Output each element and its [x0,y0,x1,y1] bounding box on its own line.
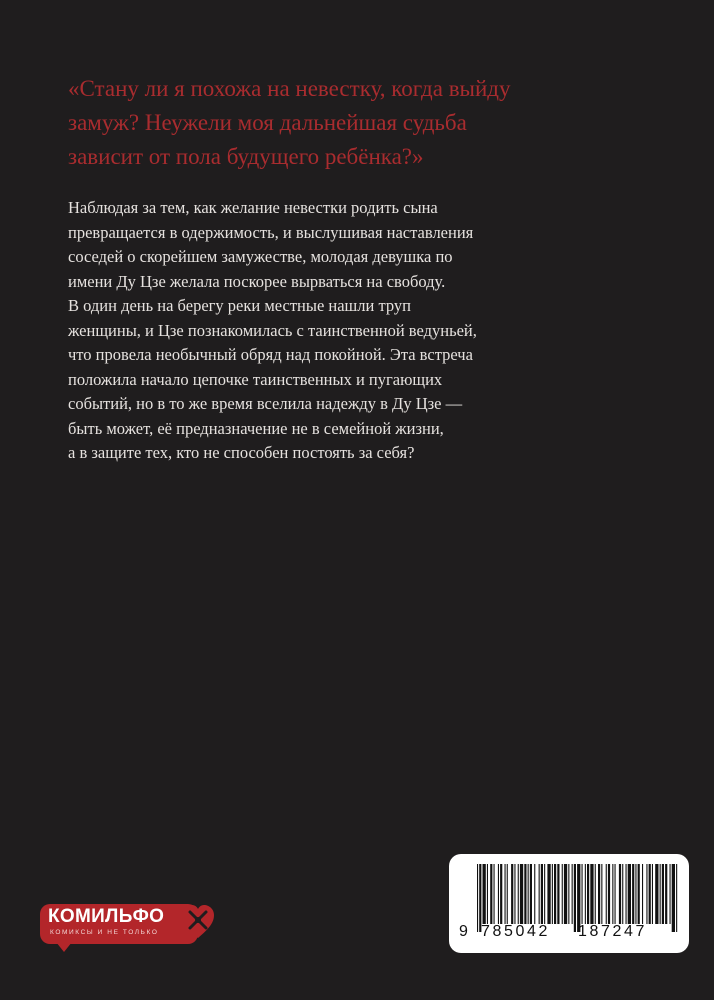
barcode-bar [534,864,535,924]
barcode-bar [554,864,556,924]
barcode-bar [598,864,600,924]
barcode-bar [577,864,580,932]
barcode-bar [642,864,643,924]
barcode-bar [646,864,647,924]
barcode-bar [490,864,492,924]
barcode-bar [652,864,653,924]
barcode-bar [582,864,583,924]
barcode-bar [557,864,559,924]
barcode-bar [507,864,508,924]
barcode-bar [590,864,593,924]
description-line: положила начало цепочке таинственных и пугающих [68,369,443,389]
publisher-tagline: КОМИКСЫ И НЕ ТОЛЬКО [50,929,159,936]
barcode-bar [628,864,631,924]
barcode-bar [574,864,576,932]
barcode-bar [632,864,634,924]
barcode-bar [568,864,569,924]
barcode-bar [655,864,658,924]
barcode-bar [587,864,589,924]
description-line: событий, но в то же время вселила надежду в Ду Цзе — [68,394,463,413]
barcode-bar [601,864,602,924]
description-line: В один день на берегу реки местные нашли труп [68,296,411,315]
isbn-right-group: 187247 [578,923,647,940]
barcode-bar [626,864,627,924]
description-line: что провела необычный обряд над покойной. Эта встреча [68,345,473,364]
barcode-bar [670,864,671,924]
barcode-bar [676,864,677,932]
barcode-bar [514,864,515,924]
barcode-bar [479,864,481,932]
barcode-bar [477,864,478,932]
barcode-bar [528,864,529,924]
barcode-bar [665,864,667,924]
isbn-left-group: 785042 [481,923,550,940]
barcode-bar [612,864,613,924]
description-line: быть может, её предназначение не в семейной жизни, [68,418,444,438]
barcode-bar [660,864,661,924]
barcode-bar [564,864,567,924]
barcode-bar [500,864,502,924]
barcode-bar [494,864,495,924]
description-line: соседей о скорейшем замужестве, молодая девушка по [68,247,453,266]
logo-heart-icon [180,902,216,942]
barcode-bar [505,864,506,924]
barcode-bar [498,864,499,924]
barcode-bar [572,864,573,924]
barcode-bar [524,864,526,924]
isbn-first-digit: 9 [459,923,469,940]
publisher-name: КОМИЛЬФО [48,906,165,927]
quote-line: зависит от пола будущего ребёнка?» [68,144,424,169]
pull-quote [68,72,511,174]
book-description [68,196,518,466]
description-line: а в защите тех, кто не способен постоять за себя? [68,443,415,462]
quote-line: «Стану ли я похожа на невестку, когда выйду [68,76,511,101]
barcode-bar [539,864,540,924]
logo-speech-tail [56,942,72,952]
description-line: превращается в одержимость, и выслушивая наставления [68,222,474,242]
description-line: имени Ду Цзе желала поскорее вырваться на свободу. [68,271,446,291]
barcode-bar [608,864,610,924]
publisher-logo [40,900,218,956]
barcode-bar [520,864,523,924]
barcode-bar [635,864,636,924]
barcode-bar [662,864,664,924]
barcode-bar [541,864,543,924]
barcode-bar [585,864,586,924]
barcode-bar [672,864,675,932]
barcode-bar [544,864,545,924]
barcode-bar [649,864,651,924]
description-line: Наблюдая за тем, как желание невестки родить сына [68,198,438,217]
barcode-bar [619,864,621,924]
barcode-bar [518,864,519,924]
barcode-bar [511,864,513,924]
quote-line: замуж? Неужели моя дальнейшая судьба [68,110,467,135]
barcode-bar [547,864,550,924]
barcode-bar [487,864,488,924]
barcode-bar [562,864,563,924]
description-line: женщины, и Цзе познакомилась с таинственной ведуньей, [68,320,477,340]
barcode-bar [595,864,596,924]
barcode-bar [622,864,623,924]
barcode-bar [530,864,532,924]
isbn-barcode [449,854,689,953]
barcode-bar [606,864,607,924]
barcode-bar [552,864,553,924]
barcode-bar [483,864,486,924]
barcode-bar [615,864,616,924]
barcode-bar [638,864,640,924]
